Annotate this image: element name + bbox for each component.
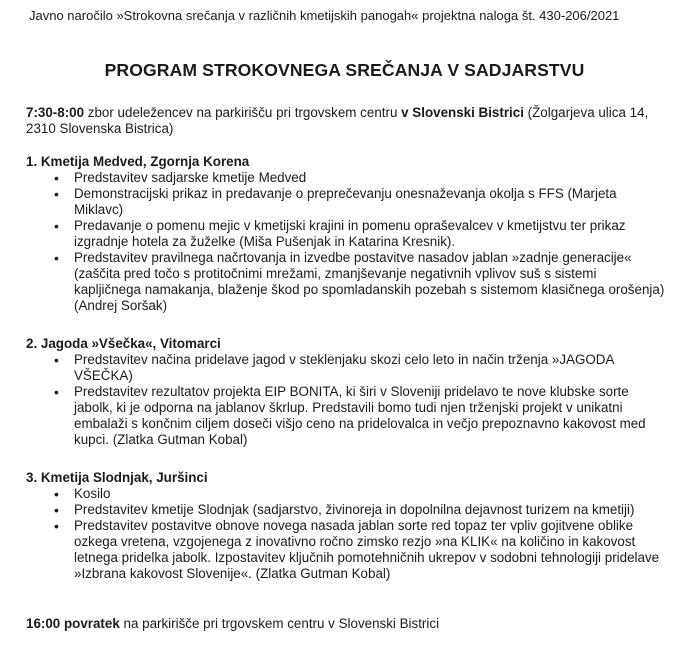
bullet-list (26, 486, 666, 582)
list-item: • Predstavitev sadjarske kmetije Medved (74, 170, 666, 186)
footer-paragraph (26, 616, 666, 632)
page-title: PROGRAM STROKOVNEGA SREČANJA V SADJARSTVU (104, 60, 585, 80)
list-item: • Predstavitev načina pridelave jagod v steklenjaku skozi celo leto in način trženja »JAGODA VŠEČKA) (74, 352, 666, 384)
list-item: • Predstavitev rezultatov projekta EIP BONITA, ki širi v Sloveniji pridelavo te nove klubske sorte jabolk, ki je odporna na jablanov škrlup. Predstavili bomo tudi njen trženjski projekt v unikatni embalaži s končnim ciljem doseči višjo ceno na pridelovalca in večjo prepoznavno kakovost med kupci. (Zlatka Gutman Kobal) (74, 384, 666, 448)
section-heading: 1. Kmetija Medved, Zgornja Korena (26, 154, 250, 169)
list-item: • Demonstracijski prikaz in predavanje o preprečevanju onesnaževanja okolja s FFS (Marjeta Miklavc) (74, 186, 666, 218)
bullet-list (26, 170, 666, 314)
intro-place: v Slovenski Bistrici (401, 105, 524, 120)
footer-text: na parkirišče pri trgovskem centru v Slovenski Bistrici (119, 616, 440, 631)
list-item: • Predavanje o pomenu mejic v kmetijski krajini in pomenu opraševalcev v kmetijstvu ter prikaz izgradnje hotela za žuželke (Miša Pušenjak in Katarina Kresnik). (74, 218, 666, 250)
list-item: • Kosilo (74, 486, 666, 502)
intro-text-a: zbor udeležencev na parkirišču pri trgovskem centru (84, 105, 402, 120)
section-heading: 2. Jagoda »Všečka«, Vitomarci (26, 336, 221, 351)
intro-text-b: (Žolgarjeva ulica 14, 2310 Slovenska Bistrica) (26, 105, 649, 136)
intro-paragraph (26, 105, 666, 137)
footer-label: povratek (60, 616, 120, 631)
footer-time: 16:00 (26, 616, 61, 631)
section-3 (26, 470, 666, 582)
intro-time: 7:30-8:00 (26, 105, 85, 120)
list-item: • Predstavitev pravilnega načrtovanja in izvedbe postavitve nasadov jablan »zadnje generacije« (zaščita pred točo s protitočnimi mrežami, zmanjševanje negativnih vplivov suš s sistemi kapljičnega namakanja, blaženje škod po spomladanskih pozebah s sistemom klasičnega orošenja) (Andrej Soršak) (74, 250, 666, 314)
document-header: Javno naročilo »Strokovna srečanja v različnih kmetijskih panogah« projektna naloga št. 430-206/2021 (29, 8, 620, 23)
list-item: • Predstavitev postavitve obnove novega nasada jablan sorte red topaz ter vpliv gojitvene oblike ozkega vretena, vzgojenega z inovativno ročno zimsko rezjo »na KLIK« na količino in kakovost letnega pridelka jabolk. Izpostavitev ključnih pomotehničnih ukrepov v sodobni tehnologiji pridelave »Izbrana kakovost Slovenije«. (Zlatka Gutman Kobal) (74, 518, 666, 582)
bullet-list (26, 352, 666, 448)
section-2 (26, 336, 666, 448)
list-item: • Predstavitev kmetije Slodnjak (sadjarstvo, živinoreja in dopolnilna dejavnost turizem na kmetiji) (74, 502, 666, 518)
section-heading: 3. Kmetija Slodnjak, Juršinci (26, 470, 208, 485)
section-1 (26, 154, 666, 314)
